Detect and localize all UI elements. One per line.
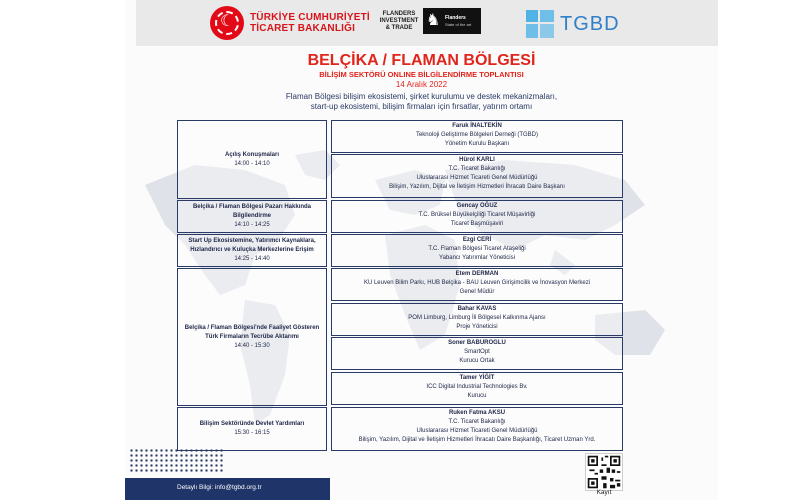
flanders-badge-title: Flanders xyxy=(445,15,466,21)
speaker-detail: T.C. Ticaret Bakanlığı xyxy=(448,166,506,172)
tgbd-mark-icon xyxy=(526,10,554,38)
session-title: Start Up Ekosistemine, Yatırımcı Kaynaklara, Hızlandırıcı ve Kuluçka Merkezlerine Erişim xyxy=(188,238,316,253)
speaker-detail: Bilişim, Yazılım, Dijital ve İletişim Hizmetleri İhracatı Daire Başkanlığı, Ticaret Uzman Yrd. xyxy=(358,437,596,443)
left-margin xyxy=(0,0,125,500)
speaker-name: Faruk İNALTEKİN xyxy=(452,123,502,129)
speaker-name: Gencay OĞUZ xyxy=(456,203,498,209)
speaker-detail: Yabancı Yatırımlar Yöneticisi xyxy=(439,255,515,261)
session-time: 14:10 - 14:25 xyxy=(234,222,270,228)
speaker-card-7 xyxy=(331,337,623,370)
speaker-card-2 xyxy=(331,154,623,198)
tgbd-logo xyxy=(526,10,620,38)
session-time: 15:30 - 16:15 xyxy=(234,430,270,436)
flanders-badge-sub: State of the art xyxy=(445,22,472,27)
event-subtitle: BİLİŞİM SEKTÖRÜ ONLINE BİLGİLENDİRME TOPLANTISI xyxy=(319,70,524,79)
speaker-detail: Yönetim Kurulu Başkanı xyxy=(444,141,510,147)
speaker-name: Etem DERMAN xyxy=(455,271,499,277)
speaker-card-8 xyxy=(331,372,623,405)
event-flyer xyxy=(125,0,718,500)
contact-info: Detaylı Bilgi: info@tgbd.org.tr xyxy=(177,484,262,491)
description-line-2: start-up ekosistemi, bilişim firmaları için fırsatlar, yatırım ortamı xyxy=(310,102,533,111)
flanders-name: FLANDERS INVESTMENT & TRADE xyxy=(379,10,419,31)
session-time: 14:00 - 14:10 xyxy=(234,160,270,167)
speaker-detail: Teknoloji Geliştirme Bölgeleri Derneği (TGBD) xyxy=(415,132,539,138)
right-margin xyxy=(718,0,800,500)
ministry-name-line2: TİCARET BAKANLIĞI xyxy=(250,23,356,34)
speaker-name: Bahar KAVAS xyxy=(457,306,497,312)
speaker-detail: Bilişim, Yazılım, Dijital ve İletişim Hizmetleri İhracatı Daire Başkanı xyxy=(389,184,565,190)
qr-label: Kayıt xyxy=(596,489,612,496)
speaker-name: Ruken Fatma AKSU xyxy=(448,410,506,416)
speaker-card-1 xyxy=(331,120,623,153)
speaker-name: Tamer YİĞİT xyxy=(459,375,495,381)
speaker-detail: Kurucu xyxy=(467,393,487,399)
speaker-card-3 xyxy=(331,200,623,233)
session-title: Belçika / Flaman Bölgesi'nde Faaliyet Gösteren Türk Firmaların Tecrübe Aktarımı xyxy=(184,324,320,340)
speaker-card-6 xyxy=(331,303,623,336)
speaker-name: Hürol KARLI xyxy=(459,157,495,163)
session-block-2 xyxy=(177,200,327,233)
speaker-detail: T.C. Flaman Bölgesi Ticaret Ataşeliği xyxy=(428,246,526,252)
event-title: BELÇİKA / FLAMAN BÖLGESİ xyxy=(307,52,536,69)
session-time: 14:40 - 15:30 xyxy=(234,342,270,349)
speaker-detail: ICC Digital Industrial Technologies Bv. xyxy=(426,384,528,390)
speaker-detail: T.C. Ticaret Bakanlığı xyxy=(448,419,506,425)
speaker-detail: KU Leuven Bilim Parkı, HUB Belçika - BAU Leuven Girişimcilik ve İnovasyon Merkezi xyxy=(363,280,591,286)
logo-header xyxy=(136,0,718,46)
speaker-detail: Proje Yöneticisi xyxy=(456,324,498,330)
speaker-detail: Uluslararası Hizmet Ticareti Genel Müdürlüğü xyxy=(416,175,538,181)
speaker-card-4 xyxy=(331,234,623,267)
session-title: Belçika / Flaman Bölgesi Pazarı Hakkında Bilgilendirme xyxy=(192,204,312,219)
session-title: Açılış Konuşmaları xyxy=(224,151,280,158)
speaker-detail: T.C. Brüksel Büyükelçiliği Ticaret Müşavirliği xyxy=(418,212,536,218)
lion-icon: ♞ xyxy=(426,12,441,29)
flanders-logo xyxy=(379,8,481,34)
session-title: Bilişim Sektöründe Devlet Yardımları xyxy=(199,421,305,427)
footer-bar xyxy=(125,478,330,500)
speaker-detail: Uluslararası Hizmet Ticareti Genel Müdürlüğü xyxy=(416,428,538,434)
session-block-5 xyxy=(177,407,327,451)
tgbd-name: TGBD xyxy=(560,12,620,35)
event-date: 14 Aralık 2022 xyxy=(395,80,448,89)
session-block-3 xyxy=(177,234,327,267)
registration-qr-code[interactable] xyxy=(585,453,623,491)
speaker-card-5 xyxy=(331,268,623,301)
speaker-detail: Ticaret Başmüşaviri xyxy=(450,221,504,227)
flanders-badge xyxy=(423,8,481,34)
decorative-dot-grid xyxy=(129,448,224,474)
session-time: 14:25 - 14:40 xyxy=(234,256,270,262)
speaker-detail: SmartOpt xyxy=(464,349,490,355)
event-description xyxy=(125,92,718,112)
session-block-1 xyxy=(177,120,327,199)
speaker-card-9 xyxy=(331,407,623,451)
speaker-detail: Kurucu Ortak xyxy=(459,358,495,364)
speaker-detail: Genel Müdür xyxy=(459,289,495,295)
speaker-detail: POM Limburg, Limburg İli Bölgesel Kalkınma Ajansı xyxy=(408,315,546,321)
speaker-name: Ezgi CERİ xyxy=(462,237,492,243)
ministry-name-line1: TÜRKİYE CUMHURİYETİ xyxy=(250,12,370,23)
ministry-seal-icon xyxy=(210,6,244,40)
ministry-logo xyxy=(210,5,370,41)
description-line-1: Flaman Bölgesi bilişim ekosistemi, şirket kurulumu ve destek mekanizmaları, xyxy=(285,92,558,101)
speaker-name: Soner BABUROGLU xyxy=(448,340,506,346)
session-block-4 xyxy=(177,268,327,406)
